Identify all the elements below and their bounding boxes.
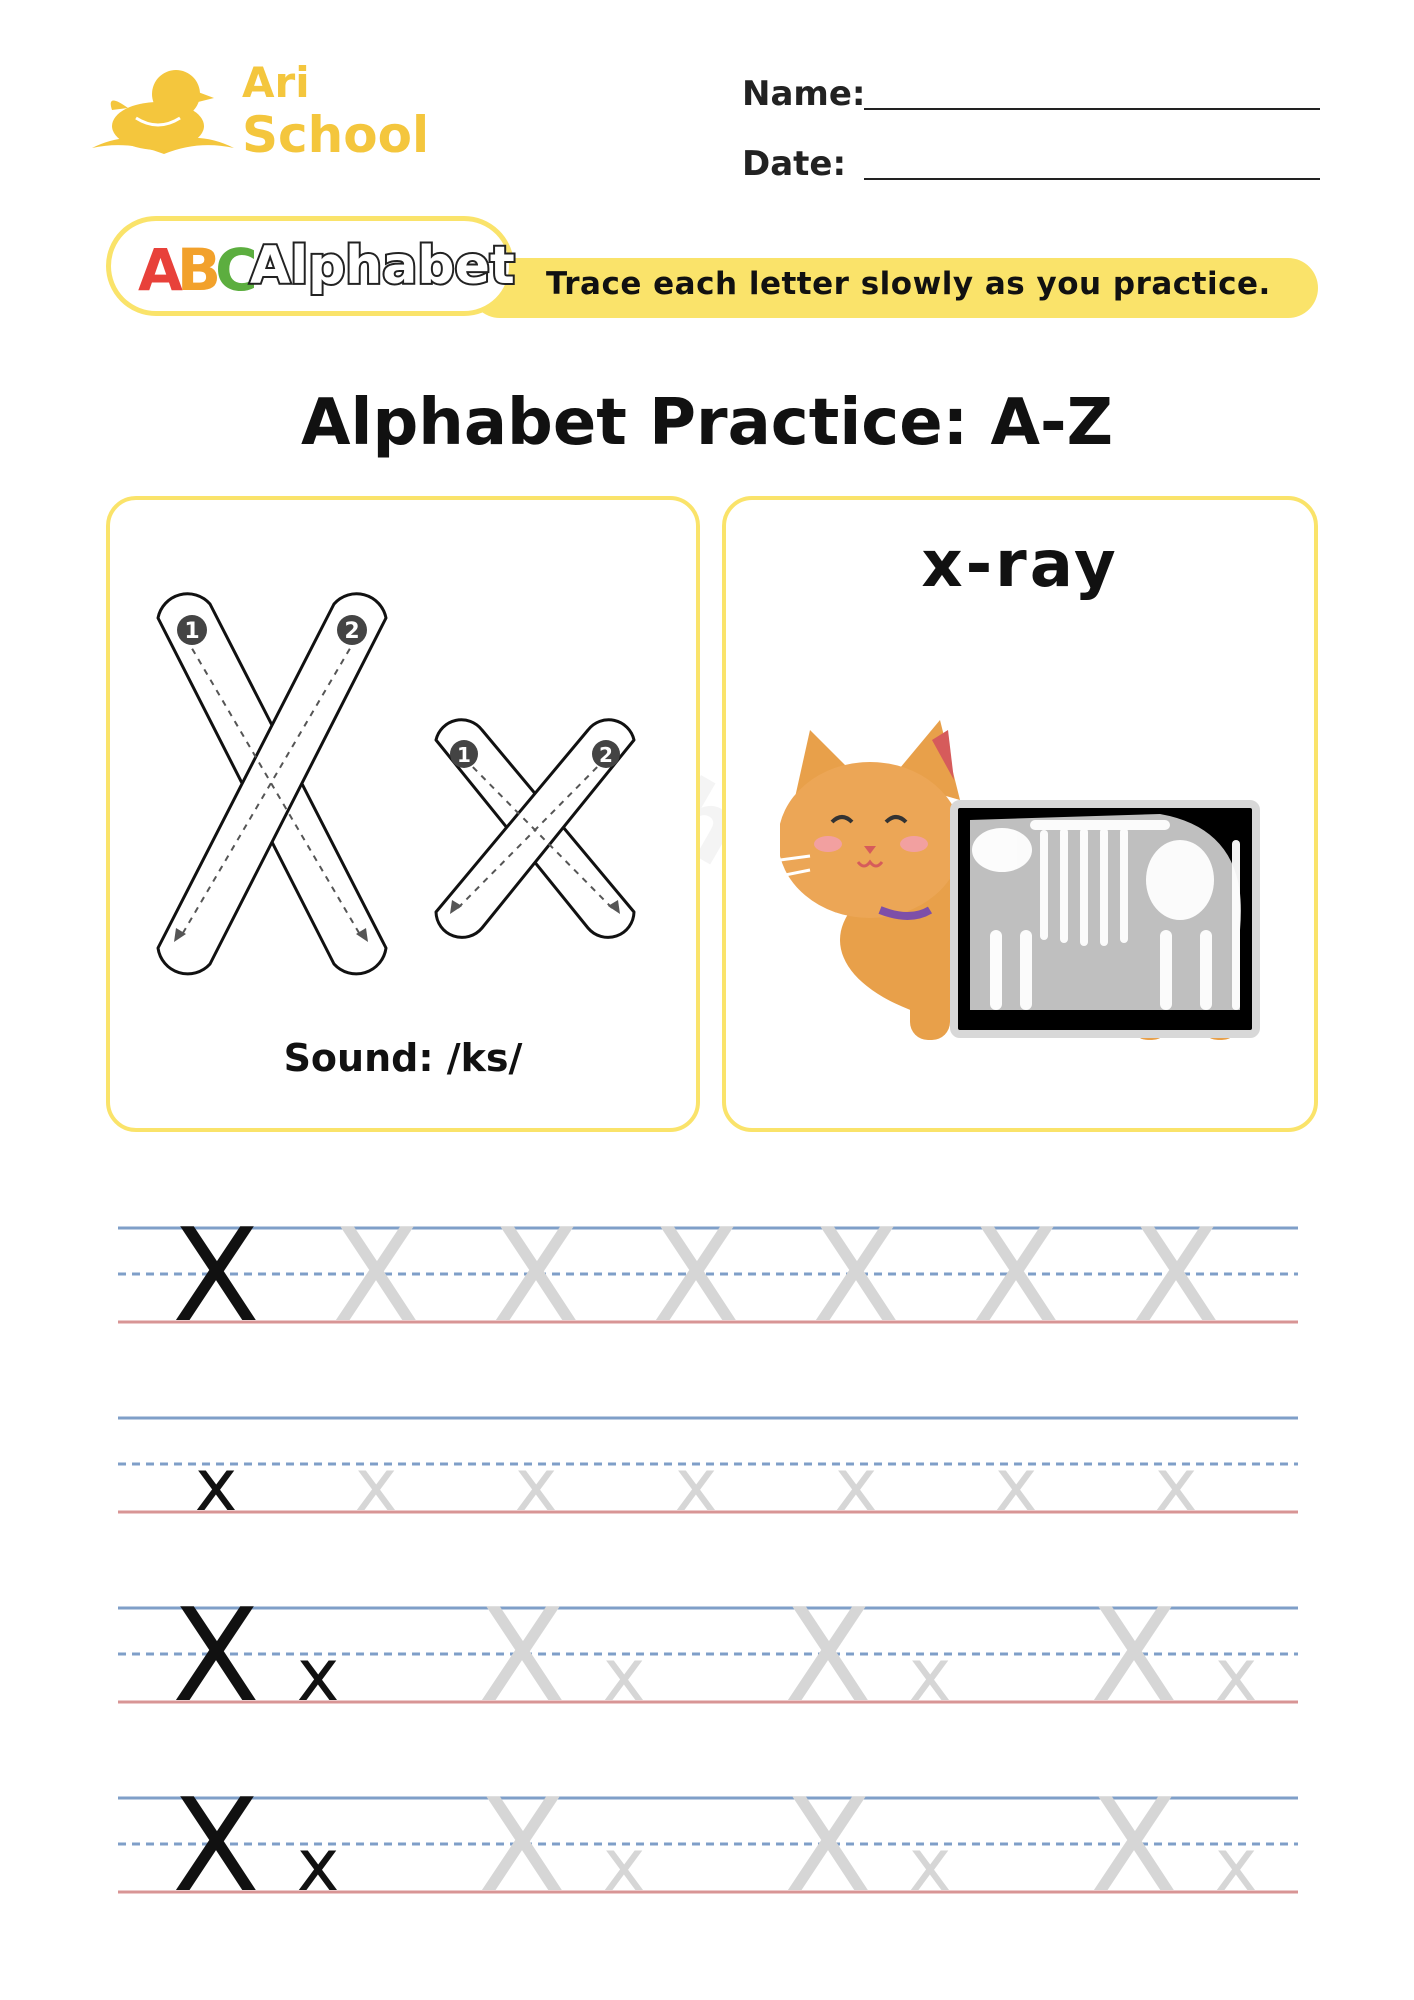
upper-stroke-1-number: 1 <box>184 619 200 644</box>
trace-letter: x <box>994 1443 1038 1527</box>
alphabet-badge-label: Alphabet <box>250 236 515 296</box>
model-letter: X <box>172 1582 260 1731</box>
model-letter: x <box>296 1633 340 1717</box>
practice-row[interactable] <box>118 1772 1298 1920</box>
trace-letter: X <box>332 1202 420 1351</box>
cat-x-ray-illustration <box>780 710 1260 1060</box>
trace-letter: X <box>812 1202 900 1351</box>
trace-letter: x <box>602 1823 646 1907</box>
model-letter: X <box>172 1772 260 1920</box>
trace-letter: x <box>674 1443 718 1527</box>
practice-row[interactable] <box>118 1582 1298 1731</box>
name-label: Name: <box>742 74 866 114</box>
abc-letters <box>138 236 258 304</box>
trace-letter: X <box>478 1772 566 1920</box>
trace-letter: x <box>1214 1633 1258 1717</box>
trace-letter: x <box>908 1633 952 1717</box>
trace-letter: X <box>972 1202 1060 1351</box>
practice-row[interactable] <box>118 1418 1298 1527</box>
trace-letter: X <box>784 1772 872 1920</box>
duck-logo-icon <box>88 52 238 164</box>
handwriting-practice-area[interactable] <box>0 1200 1414 1920</box>
date-field[interactable] <box>864 178 1320 180</box>
model-letter: x <box>194 1443 238 1527</box>
trace-letter: x <box>354 1443 398 1527</box>
brand-name-line1: Ari <box>242 58 310 107</box>
lower-stroke-2-number: 2 <box>599 743 613 767</box>
trace-letter: x <box>602 1633 646 1717</box>
abc-letter-b: B <box>176 236 222 304</box>
example-word: x-ray <box>921 528 1119 602</box>
abc-letter-a: A <box>138 236 183 304</box>
trace-letter: X <box>478 1582 566 1731</box>
trace-letter: x <box>908 1823 952 1907</box>
trace-letter: X <box>492 1202 580 1351</box>
letter-tracing-guide <box>140 590 660 980</box>
trace-letter: x <box>1154 1443 1198 1527</box>
instruction-text: Trace each letter slowly as you practice. <box>546 266 1271 302</box>
trace-letter: x <box>834 1443 878 1527</box>
trace-letter: x <box>1214 1823 1258 1907</box>
sound-label: Sound: /ks/ <box>283 1036 523 1080</box>
date-label: Date: <box>742 144 847 184</box>
upper-stroke-2-number: 2 <box>344 619 360 644</box>
name-field[interactable] <box>864 108 1320 110</box>
trace-letter: X <box>784 1582 872 1731</box>
brand-name-line2: School <box>242 106 430 164</box>
trace-letter: X <box>652 1202 740 1351</box>
lower-stroke-1-number: 1 <box>457 743 471 767</box>
page-title: Alphabet Practice: A-Z <box>301 386 1113 460</box>
trace-letter: X <box>1132 1202 1220 1351</box>
practice-row[interactable] <box>118 1202 1298 1351</box>
model-letter: X <box>172 1202 260 1351</box>
abc-letter-c: C <box>215 236 258 304</box>
trace-letter: X <box>1090 1772 1178 1920</box>
trace-letter: x <box>514 1443 558 1527</box>
model-letter: x <box>296 1823 340 1907</box>
trace-letter: X <box>1090 1582 1178 1731</box>
